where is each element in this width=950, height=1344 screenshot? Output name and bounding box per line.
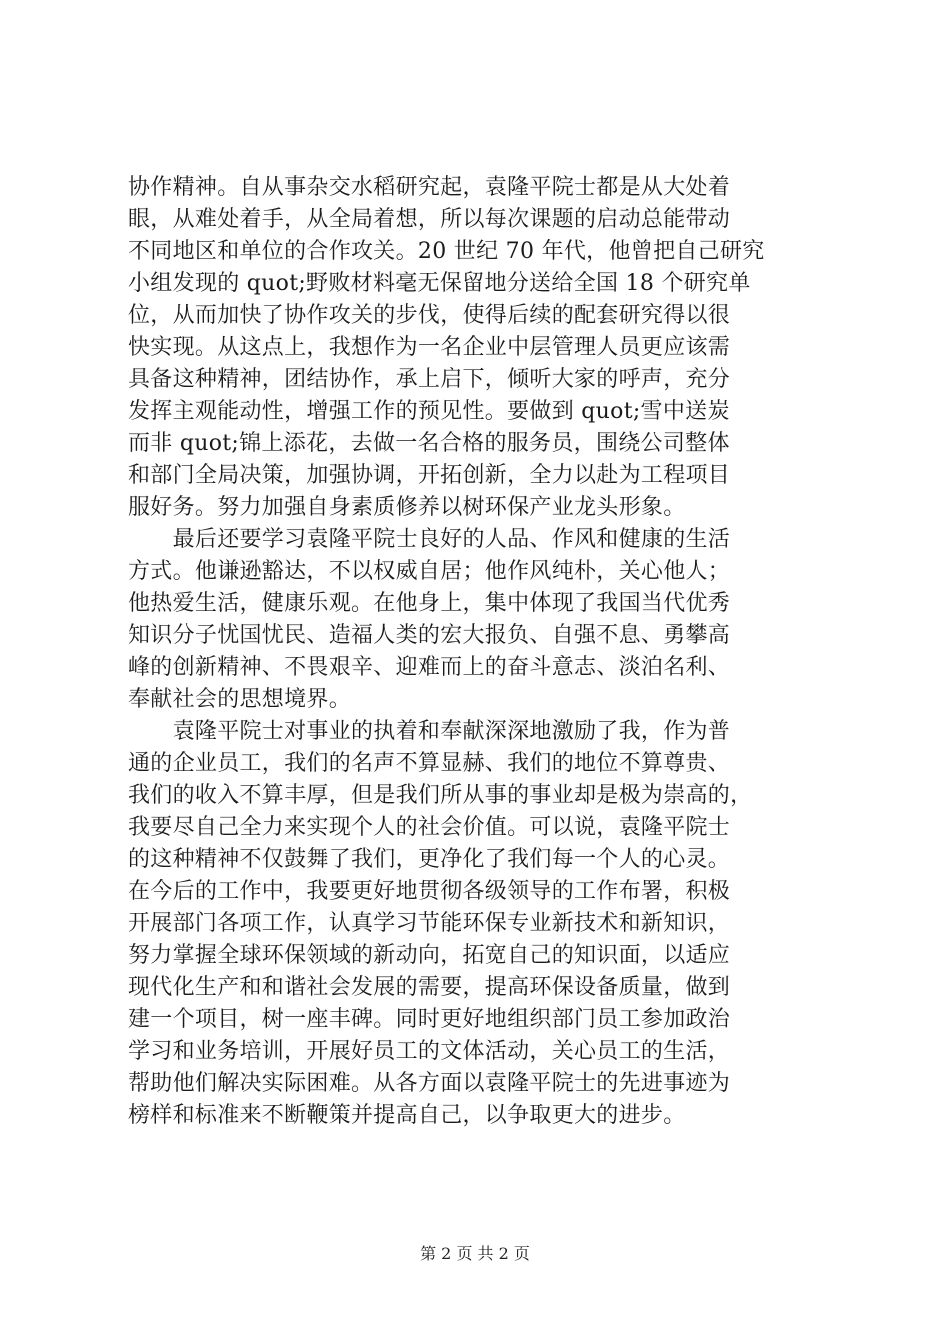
text-line: 和部门全局决策，加强协调，开拓创新，全力以赴为工程项目 [128,463,731,488]
text-line: 眼，从难处着手，从全局着想，所以每次课题的启动总能带动 [128,207,731,232]
text-line: 峰的创新精神、不畏艰辛、迎难而上的奋斗意志、淡泊名利、 [128,655,731,680]
page-number-footer: 第 2 页 共 2 页 [420,1244,530,1263]
text-line: 我们的收入不算丰厚，但是我们所从事的事业却是极为崇高的， [128,783,753,808]
text-line: 小组发现的 quot;野败材料毫无保留地分送给全国 18 个研究单 [128,271,751,296]
text-line: 而非 quot;锦上添花，去做一名合格的服务员，围绕公司整体 [128,431,730,456]
text-line: 方式。他谦逊豁达，不以权威自居；他作风纯朴，关心他人； [128,559,731,584]
text-line: 奉献社会的思想境界。 [128,687,352,712]
text-line: 知识分子忧国忧民、造福人类的宏大报负、自强不息、勇攀高 [128,623,731,648]
text-line: 不同地区和单位的合作攻关。20 世纪 70 年代，他曾把自己研究 [128,239,765,264]
text-line: 具备这种精神，团结协作，承上启下，倾听大家的呼声，充分 [128,367,731,392]
text-line: 在今后的工作中，我要更好地贯彻各级领导的工作布署，积极 [128,879,731,904]
text-line: 他热爱生活，健康乐观。在他身上，集中体现了我国当代优秀 [128,591,731,616]
text-line: 的这种精神不仅鼓舞了我们，更净化了我们每一个人的心灵。 [128,847,731,872]
text-line: 帮助他们解决实际困难。从各方面以袁隆平院士的先进事迹为 [128,1071,731,1096]
text-line: 学习和业务培训，开展好员工的文体活动，关心员工的生活， [128,1039,731,1064]
text-line: 现代化生产和和谐社会发展的需要，提高环保设备质量，做到 [128,975,731,1000]
text-line: 快实现。从这点上，我想作为一名企业中层管理人员更应该需 [128,335,731,360]
text-line: 建一个项目，树一座丰碑。同时更好地组织部门员工参加政治 [128,1007,731,1032]
text-line: 通的企业员工，我们的名声不算显赫、我们的地位不算尊贵、 [128,751,731,776]
text-line: 我要尽自己全力来实现个人的社会价值。可以说，袁隆平院士 [128,815,731,840]
text-line: 发挥主观能动性，增强工作的预见性。要做到 quot;雪中送炭 [128,399,730,424]
text-line: 协作精神。自从事杂交水稻研究起，袁隆平院士都是从大处着 [128,175,731,200]
text-line: 袁隆平院士对事业的执着和奉献深深地激励了我，作为普 [128,719,731,744]
text-line: 努力掌握全球环保领域的新动向，拓宽自己的知识面，以适应 [128,943,731,968]
text-line: 榜样和标准来不断鞭策并提高自己，以争取更大的进步。 [128,1103,686,1128]
document-body [128,172,833,1132]
text-line: 位，从而加快了协作攻关的步伐，使得后续的配套研究得以很 [128,303,731,328]
text-line: 服好务。努力加强自身素质修养以树环保产业龙头形象。 [128,495,686,520]
text-line: 最后还要学习袁隆平院士良好的人品、作风和健康的生活 [128,527,731,552]
text-line: 开展部门各项工作，认真学习节能环保专业新技术和新知识， [128,911,731,936]
